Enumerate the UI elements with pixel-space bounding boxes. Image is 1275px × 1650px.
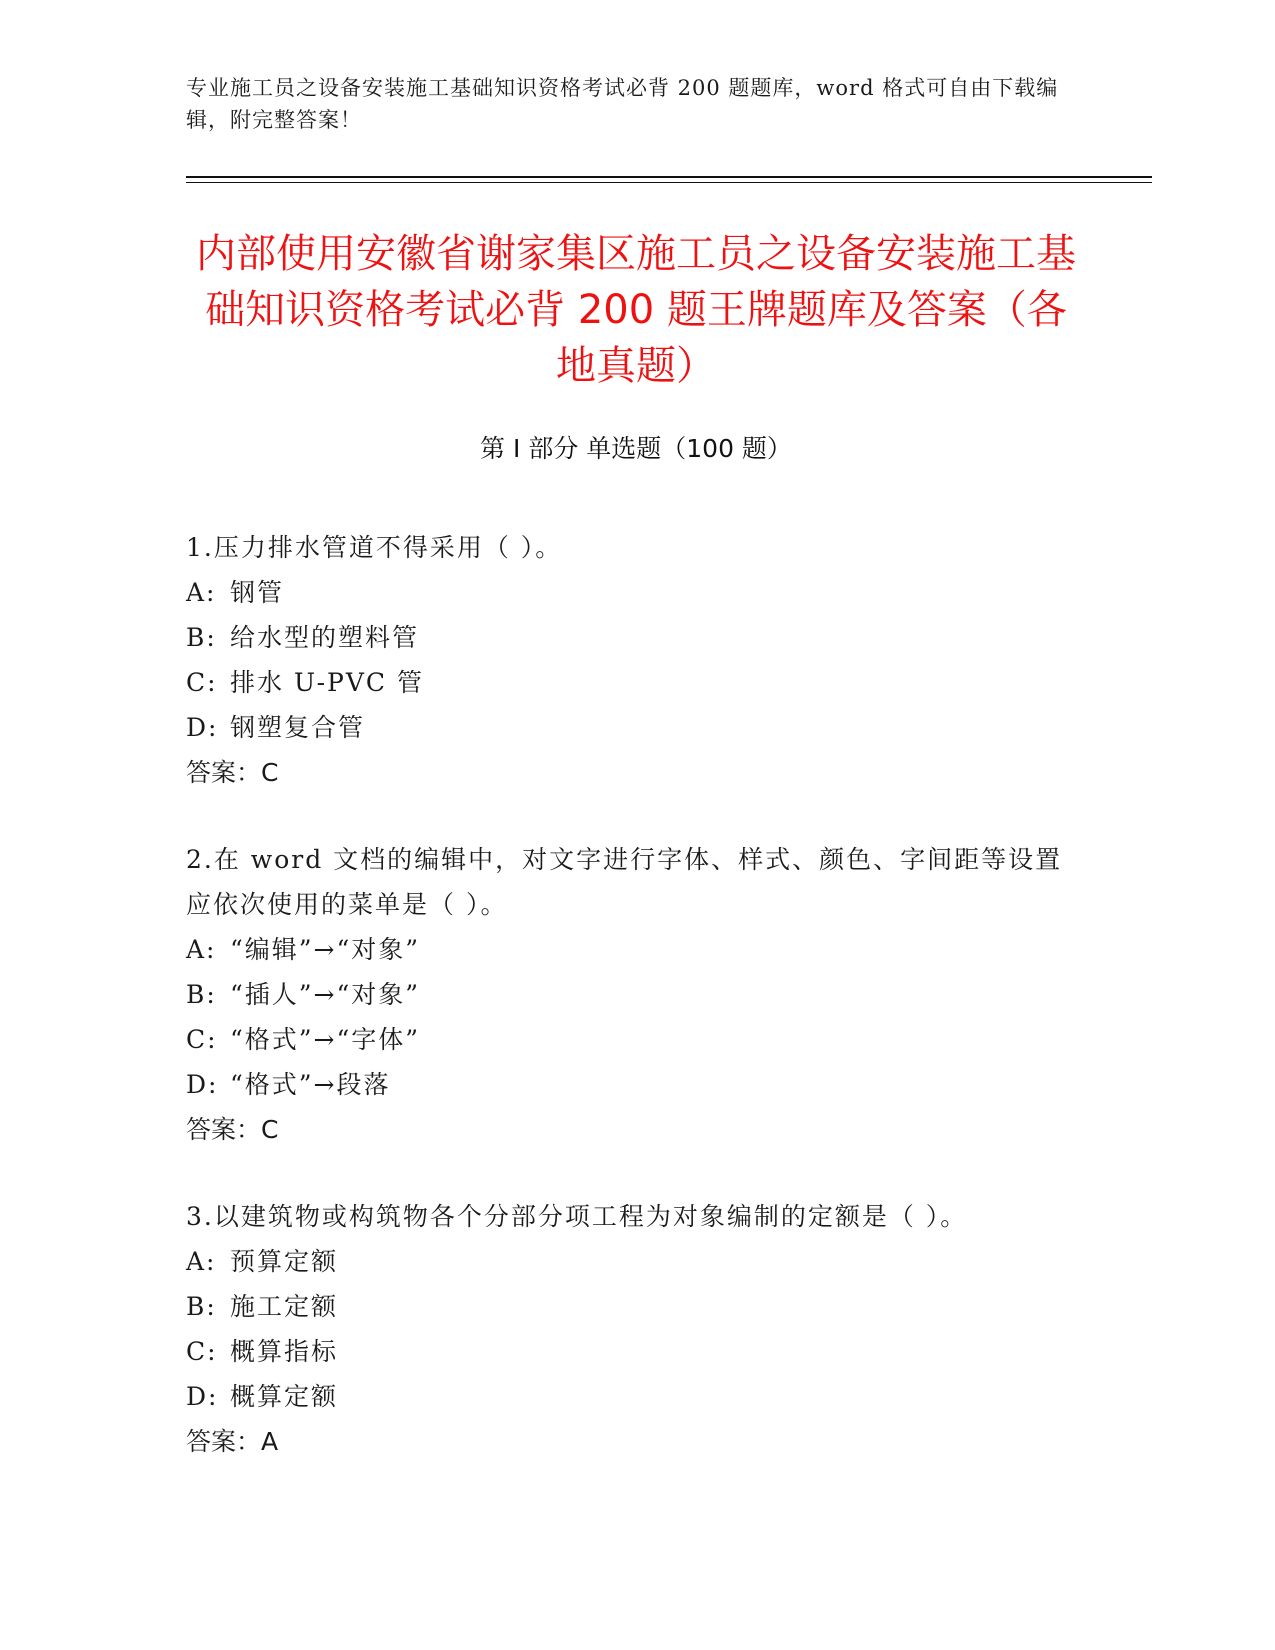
- option-text: “格式”→“字体”: [230, 1025, 421, 1054]
- option-a: [186, 1239, 1086, 1284]
- option-letter: B:: [186, 1292, 217, 1321]
- question-1: [186, 525, 1086, 795]
- option-text: 钢塑复合管: [230, 713, 366, 742]
- option-a: [186, 570, 1086, 615]
- option-c: [186, 1329, 1086, 1374]
- question-3: [186, 1194, 1086, 1464]
- option-text: 排水 U-PVC 管: [230, 668, 424, 697]
- option-text: “格式”→段落: [230, 1070, 391, 1099]
- option-letter: C:: [186, 1337, 218, 1366]
- header-divider-thick: [186, 176, 1152, 178]
- option-d: [186, 1374, 1086, 1419]
- option-a: [186, 927, 1086, 972]
- answer-line: 答案：A: [186, 1427, 279, 1456]
- option-text: “编辑”→“对象”: [230, 935, 421, 964]
- option-letter: A:: [186, 578, 217, 607]
- option-letter: B:: [186, 980, 217, 1009]
- question-stem: 1.压力排水管道不得采用（ ）。: [186, 533, 563, 562]
- option-text: 概算定额: [230, 1382, 339, 1411]
- option-text: 施工定额: [230, 1292, 339, 1321]
- question-list: [186, 525, 1086, 1506]
- option-letter: A:: [186, 1247, 217, 1276]
- intro-paragraph: 专业施工员之设备安装施工基础知识资格考试必背 200 题题库，word 格式可自由下载编辑，附完整答案！: [186, 76, 1059, 132]
- option-letter: A:: [186, 935, 217, 964]
- option-d: [186, 705, 1086, 750]
- option-b: [186, 972, 1086, 1017]
- option-letter: C:: [186, 668, 218, 697]
- option-d: [186, 1062, 1086, 1107]
- option-text: 预算定额: [230, 1247, 339, 1276]
- option-c: [186, 660, 1086, 705]
- option-b: [186, 615, 1086, 660]
- section-heading: 第 I 部分 单选题（100 题）: [480, 434, 792, 463]
- option-letter: B:: [186, 623, 217, 652]
- header-divider-thin: [186, 182, 1152, 183]
- option-c: [186, 1017, 1086, 1062]
- question-2: [186, 837, 1086, 1152]
- answer-line: 答案：C: [186, 758, 279, 787]
- option-text: 钢管: [230, 578, 285, 607]
- option-text: “插人”→“对象”: [230, 980, 421, 1009]
- option-letter: D:: [186, 713, 219, 742]
- option-letter: D:: [186, 1382, 219, 1411]
- answer-line: 答案：C: [186, 1115, 279, 1144]
- option-text: 给水型的塑料管: [230, 623, 420, 652]
- question-stem: 2.在 word 文档的编辑中，对文字进行字体、样式、颜色、字间距等设置应依次使用的菜单是（ ）。: [186, 845, 1063, 919]
- question-stem: 3.以建筑物或构筑物各个分部分项工程为对象编制的定额是（ ）。: [186, 1202, 968, 1231]
- option-letter: C:: [186, 1025, 218, 1054]
- option-b: [186, 1284, 1086, 1329]
- option-text: 概算指标: [230, 1337, 339, 1366]
- document-title: 内部使用安徽省谢家集区施工员之设备安装施工基础知识资格考试必背 200 题王牌题库及答案（各地真题）: [196, 231, 1076, 389]
- option-letter: D:: [186, 1070, 219, 1099]
